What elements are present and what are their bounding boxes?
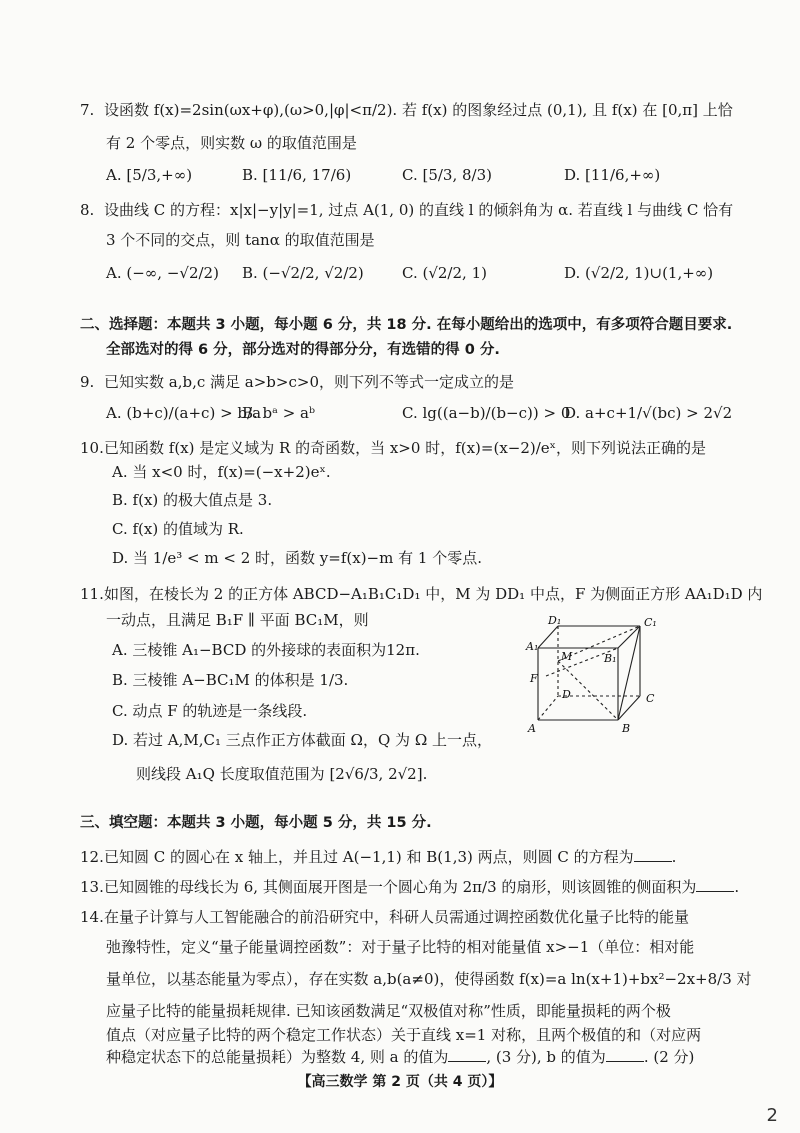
q7-stem: 设函数 f(x)=2sin(ωx+φ),(ω>0,|φ|<π/2). 若 f(x) 的图象经过点 (0,1), 且 f(x) 在 [0,π] 上恰 [104,101,733,119]
q9-option-c: C. lg((a−b)/(b−c)) > 0 [402,404,571,422]
q14-line1 [80,906,689,928]
q12-answer-blank[interactable] [634,847,672,862]
q9-stem: 已知实数 a,b,c 满足 a>b>c>0，则下列不等式一定成立的是 [104,373,514,391]
q11-option-b: B. 三棱锥 A−BC₁M 的体积是 1/3. [112,671,349,689]
q14-line5: 值点（对应量子比特的两个稳定工作状态）关于直线 x=1 对称，且两个极值的和（对应两 [106,1026,702,1044]
q14-line4: 应量子比特的能量损耗规律. 已知该函数满足“双极值对称”性质，即能量损耗的两个极 [106,1002,671,1020]
q14-stem-6c: . (2 分) [643,1048,695,1066]
q7-line2: 有 2 个零点，则实数 ω 的取值范围是 [106,134,357,152]
q10-line1 [80,437,706,459]
q10-number: 10. [80,439,104,457]
section3-heading: 三、填空题：本题共 3 小题，每小题 5 分，共 15 分. [80,815,432,831]
q10-option-c: C. f(x) 的值域为 R. [112,520,244,538]
label-c1: C₁ [644,616,657,629]
q11-number: 11. [80,585,104,603]
q8-option-c: C. (√2/2, 1) [402,264,487,282]
label-d: D [562,688,571,701]
q14-stem-1: 在量子计算与人工智能融合的前沿研究中，科研人员需通过调控函数优化量子比特的能量 [104,908,690,926]
q11-option-d-range: 则线段 A₁Q 长度取值范围为 [2√6/3, 2√2]. [136,765,428,783]
label-a: A [528,722,536,735]
q14-stem-6a: 种稳定状态下的总能量损耗）为整数 4, 则 a 的值为 [106,1048,449,1066]
q12-line: 12.已知圆 C 的圆心在 x 轴上，并且过 A(−1,1) 和 B(1,3) 两点，则圆 C 的方程为 . [80,848,677,866]
q8-option-d: D. (√2/2, 1)∪(1,+∞) [564,264,714,282]
q9-option-b: B. bᵃ > aᵇ [242,404,315,422]
q8-number: 8. [80,201,95,219]
q13-number: 13. [80,878,104,896]
q9-option-d: D. a+c+1/√(bc) > 2√2 [564,404,733,422]
q10-option-b: B. f(x) 的极大值点是 3. [112,491,273,509]
label-a1: A₁ [526,640,539,653]
label-d1: D₁ [548,614,562,627]
q10-option-a: A. 当 x<0 时，f(x)=(−x+2)eˣ. [112,463,331,481]
q7-option-b: B. [11/6, 17/6) [242,166,352,184]
edge-b1c1 [618,626,640,648]
label-c: C [646,692,655,705]
label-b: B [622,722,631,735]
q11-stem: 如图，在棱长为 2 的正方体 ABCD−A₁B₁C₁D₁ 中，M 为 DD₁ 中点，F 为侧面正方形 AA₁D₁D 内 [104,585,763,603]
q14-answer-b-blank[interactable] [606,1047,644,1062]
cube-figure [528,616,678,736]
page-footer: 【高三数学 第 2 页（共 4 页）】 [297,1074,503,1090]
section2-note: 全部选对的得 6 分，部分选对的得部分分，有选错的得 0 分. [106,342,500,358]
q8-option-b: B. (−√2/2, √2/2) [242,264,364,282]
q14-answer-a-blank[interactable] [448,1047,486,1062]
q11-option-c: C. 动点 F 的轨迹是一条线段. [112,702,308,720]
q14-line6 [106,1046,694,1068]
q13-line: 13.已知圆锥的母线长为 6, 其侧面展开图是一个圆心角为 2π/3 的扇形，则该圆锥的侧面积为 . [80,878,740,896]
q12-number: 12. [80,848,104,866]
label-f: F [530,672,538,685]
section2-heading: 二、选择题：本题共 3 小题，每小题 6 分，共 18 分. 在每小题给出的选项中，有多项符合题目要求. [80,317,733,333]
q11-line1 [80,583,762,605]
q11-option-d: D. 若过 A,M,C₁ 三点作正方体截面 Ω，Q 为 Ω 上一点， [112,731,493,749]
q8-option-a: A. (−∞, −√2/2) [106,264,219,282]
q14-stem-6b: , (3 分), b 的值为 [486,1048,606,1066]
q14-number: 14. [80,908,104,926]
q13-stem: 已知圆锥的母线长为 6, 其侧面展开图是一个圆心角为 2π/3 的扇形，则该圆锥的侧面积为 [104,878,697,896]
q7-line1 [80,99,733,121]
q7-option-d: D. [11/6,+∞) [564,166,661,184]
q9-line1 [80,371,514,393]
label-b1: B₁ [604,652,617,665]
edge-ad [538,696,558,720]
q8-line1 [80,199,733,221]
q9-number: 9. [80,373,95,391]
q11-option-a: A. 三棱锥 A₁−BCD 的外接球的表面积为12π. [112,641,420,659]
q14-line3: 量单位，以基态能量为零点），存在实数 a,b(a≠0)，使得函数 f(x)=a ln(x+1)+bx²−2x+8/3 对 [106,970,752,988]
q7-option-c: C. [5/3, 8/3) [402,166,492,184]
q8-line2: 3 个不同的交点，则 tanα 的取值范围是 [106,231,375,249]
q14-line2: 弛豫特性，定义“量子能量调控函数”：对于量子比特的相对能量值 x>−1（单位：相对能 [106,938,695,956]
edge-a1d1 [538,626,558,648]
q10-option-d: D. 当 1/e³ < m < 2 时，函数 y=f(x)−m 有 1 个零点. [112,549,482,567]
q12-stem: 已知圆 C 的圆心在 x 轴上，并且过 A(−1,1) 和 B(1,3) 两点，则圆 C 的方程为 [104,848,634,866]
segment-c1b [618,626,640,720]
q13-answer-blank[interactable] [696,877,734,892]
q9-option-a: A. (b+c)/(a+c) > b/a [106,404,262,422]
q8-stem: 设曲线 C 的方程：x|x|−y|y|=1, 过点 A(1, 0) 的直线 l 的倾斜角为 α. 若直线 l 与曲线 C 恰有 [104,201,734,219]
label-m: M [561,650,573,663]
q7-option-a: A. [5/3,+∞) [106,166,193,184]
q7-number: 7. [80,101,95,119]
page-number: 2 [766,1105,778,1126]
q11-line2: 一动点，且满足 B₁F ∥ 平面 BC₁M，则 [106,611,369,629]
q10-stem: 已知函数 f(x) 是定义域为 R 的奇函数，当 x>0 时，f(x)=(x−2)/eˣ，则下列说法正确的是 [104,439,707,457]
